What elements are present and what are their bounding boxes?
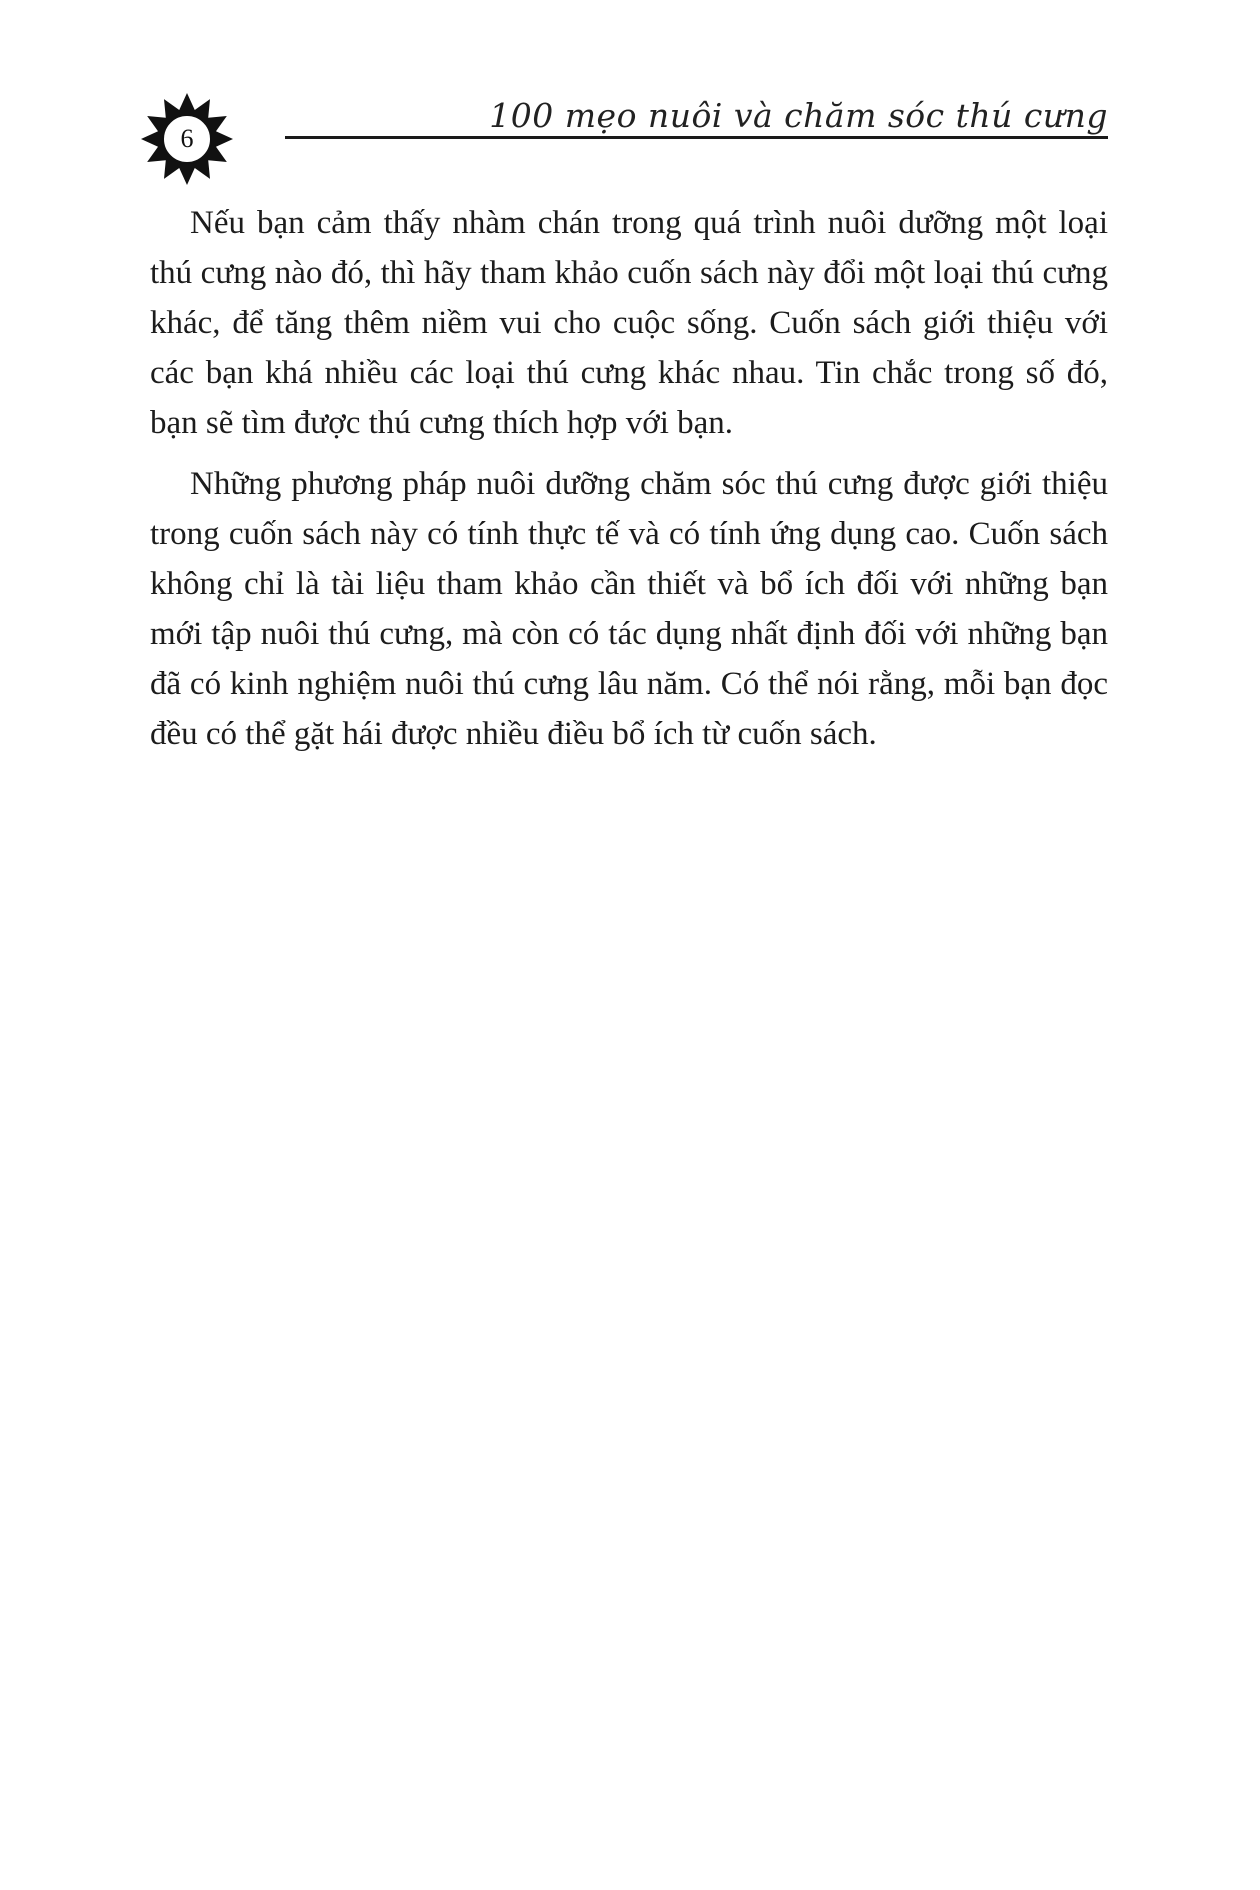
paragraph: Nếu bạn cảm thấy nhàm chán trong quá trình nuôi dưỡng một loại thú cưng nào đó, thì hãy tham khảo cuốn sách này đổi một loại thú cưng khác, để tăng thêm niềm vui cho cuộc sống. Cuốn sách giới thiệu với các bạn khá nhiều các loại thú cưng khác nhau. Tin chắc trong số đó, bạn sẽ tìm được thú cưng thích hợp với bạn. — [150, 205, 1108, 441]
header-rule — [285, 136, 1108, 139]
page-number-badge — [140, 92, 234, 186]
running-title: 100 mẹo nuôi và chăm sóc thú cưng — [489, 96, 1108, 135]
page-header — [0, 0, 1260, 180]
paragraph: Những phương pháp nuôi dưỡng chăm sóc thú cưng được giới thiệu trong cuốn sách này có tính thực tế và có tính ứng dụng cao. Cuốn sách không chỉ là tài liệu tham khảo cần thiết và bổ ích đối với những bạn mới tập nuôi thú cưng, mà còn có tác dụng nhất định đối với những bạn đã có kinh nghiệm nuôi thú cưng lâu năm. Có thể nói rằng, mỗi bạn đọc đều có thể gặt hái được nhiều điều bổ ích từ cuốn sách. — [150, 466, 1108, 752]
body-text — [150, 198, 1108, 770]
page-number: 6 — [180, 124, 194, 153]
